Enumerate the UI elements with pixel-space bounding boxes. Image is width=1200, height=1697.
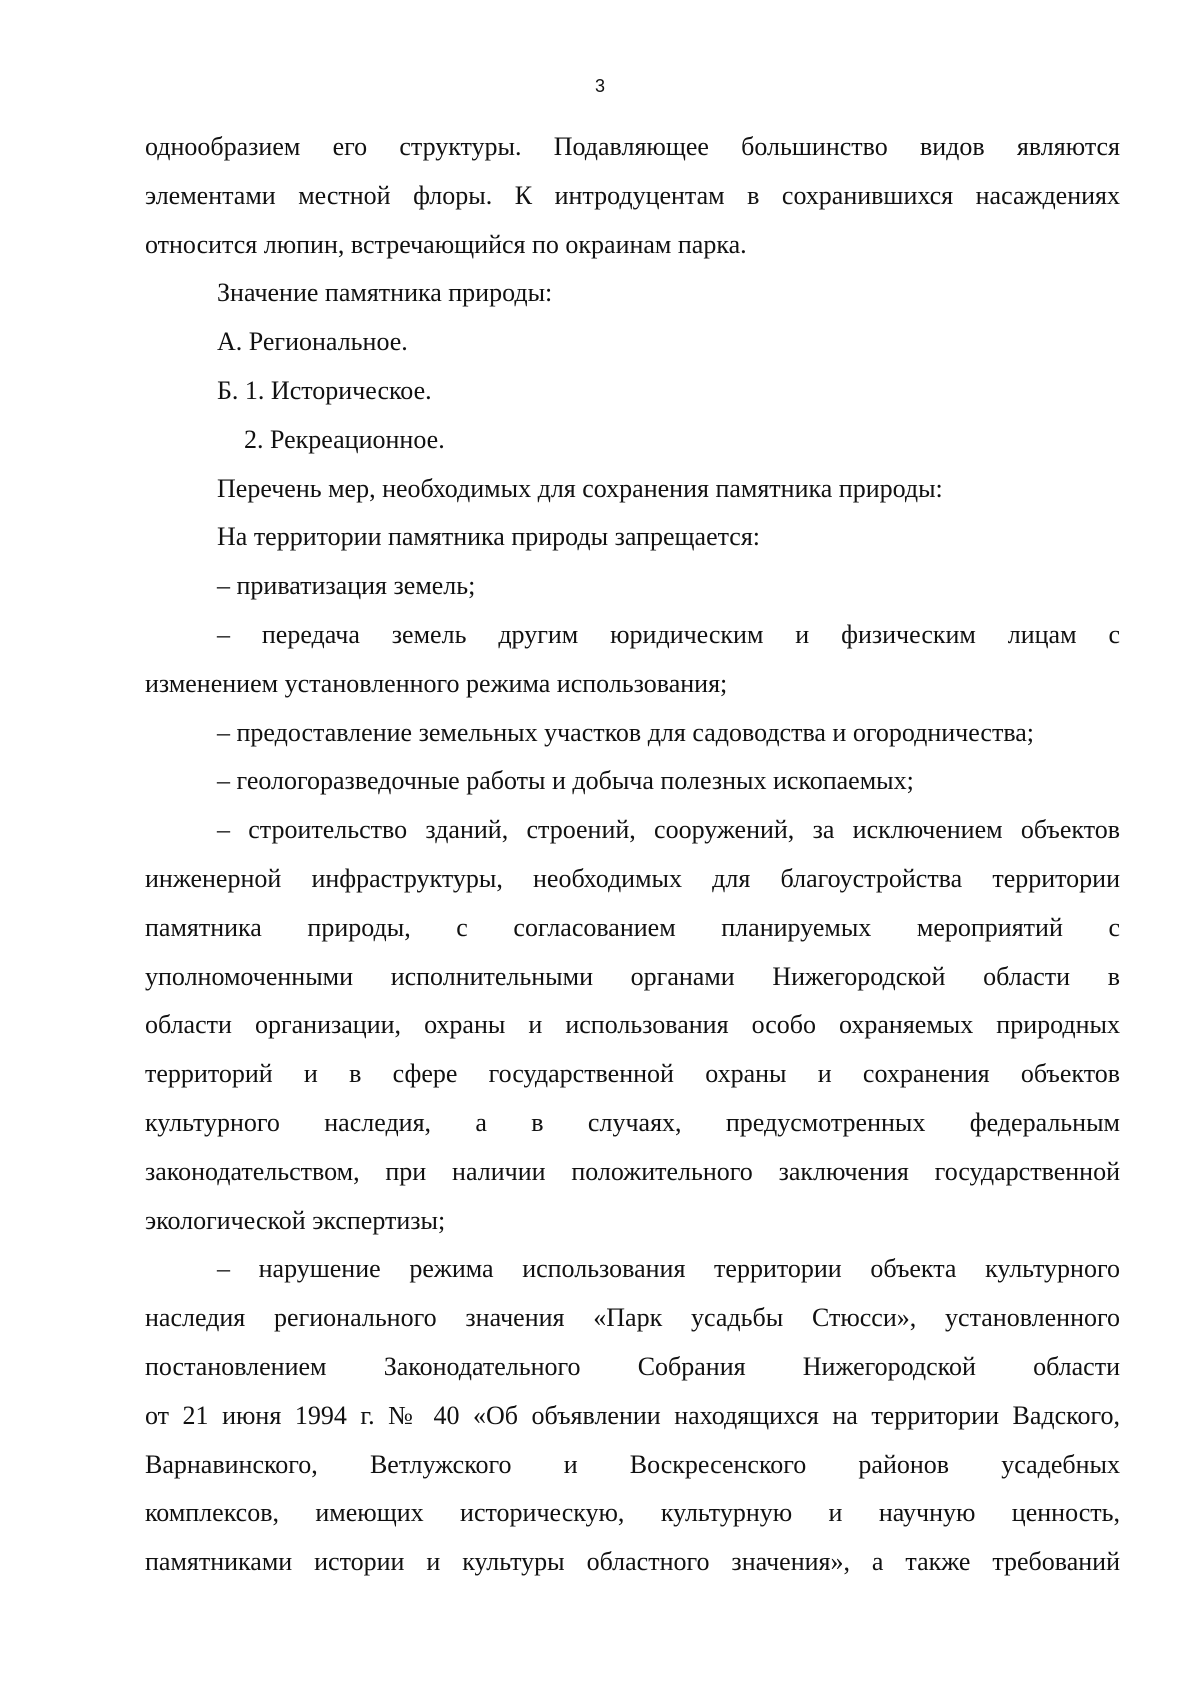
- document-body: [145, 123, 1120, 1587]
- text-line: постановлением Законодательного Собрания Нижегородской области: [145, 1351, 1120, 1381]
- text-line: экологической экспертизы;: [145, 1205, 446, 1235]
- text-line: изменением установленного режима использования;: [145, 668, 728, 698]
- text-line: от 21 июня 1994 г. № 40 «Об объявлении находящихся на территории Вадского,: [145, 1400, 1120, 1430]
- text-line: А. Региональное.: [217, 327, 408, 357]
- text-line: уполномоченными исполнительными органами Нижегородской области в: [145, 961, 1120, 991]
- text-line: Варнавинского, Ветлужского и Воскресенского районов усадебных: [145, 1449, 1120, 1479]
- text-line: культурного наследия, а в случаях, предусмотренных федеральным: [145, 1107, 1120, 1137]
- text-line: области организации, охраны и использования особо охраняемых природных: [145, 1010, 1120, 1040]
- text-line: Б. 1. Историческое.: [217, 375, 432, 405]
- text-line: элементами местной флоры. К интродуцентам в сохранившихся насаждениях: [145, 180, 1120, 210]
- text-line: комплексов, имеющих историческую, культурную и научную ценность,: [145, 1498, 1120, 1528]
- text-line: Перечень мер, необходимых для сохранения памятника природы:: [217, 473, 943, 503]
- text-line: инженерной инфраструктуры, необходимых для благоустройства территории: [145, 863, 1120, 893]
- text-line: На территории памятника природы запрещается:: [217, 522, 761, 552]
- text-line: территорий и в сфере государственной охраны и сохранения объектов: [145, 1059, 1120, 1089]
- text-line: памятника природы, с согласованием планируемых мероприятий с: [145, 912, 1120, 942]
- text-line: относится люпин, встречающийся по окраинам парка.: [145, 229, 747, 259]
- text-line: – предоставление земельных участков для садоводства и огородничества;: [217, 717, 1035, 747]
- text-line: 2. Рекреационное.: [244, 424, 445, 454]
- text-line: наследия регионального значения «Парк усадьбы Стюсси», установленного: [145, 1303, 1120, 1333]
- text-line: – передача земель другим юридическим и физическим лицам с: [217, 619, 1120, 649]
- text-line: Значение памятника природы:: [217, 278, 553, 308]
- text-line: законодательством, при наличии положительного заключения государственной: [145, 1156, 1120, 1186]
- text-line: – нарушение режима использования территории объекта культурного: [217, 1254, 1120, 1284]
- text-line: – приватизация земель;: [217, 571, 476, 601]
- text-line: – геологоразведочные работы и добыча полезных ископаемых;: [217, 766, 914, 796]
- text-line: памятниками истории и культуры областного значения», а также требований: [145, 1547, 1120, 1577]
- page-number: 3: [594, 76, 605, 96]
- text-line: – строительство зданий, строений, сооружений, за исключением объектов: [217, 815, 1120, 845]
- text-line: однообразием его структуры. Подавляющее большинство видов являются: [145, 132, 1120, 161]
